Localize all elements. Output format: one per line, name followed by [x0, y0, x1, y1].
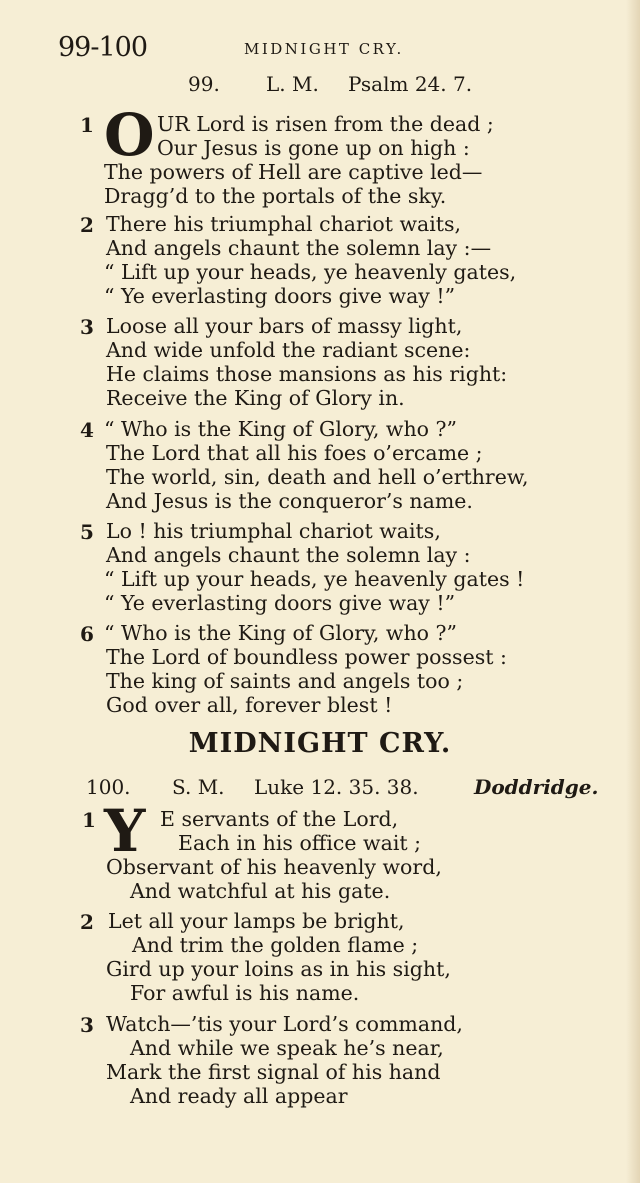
verse-line: The Lord that all his foes o’ercame ;	[106, 441, 483, 465]
verse-number: 1	[82, 808, 96, 832]
verse-line: “ Ye everlasting doors give way !”	[104, 284, 456, 308]
verse-line: E servants of the Lord,	[160, 807, 399, 831]
verse-line: The king of saints and angels too ;	[106, 669, 464, 693]
verse-line: And angels chaunt the solemn lay :	[106, 543, 471, 567]
verse-line: And trim the golden flame ;	[132, 933, 419, 957]
verse-line: God over all, forever blest !	[106, 693, 393, 717]
verse-number: 4	[80, 418, 94, 442]
verse-line: UR Lord is risen from the dead ;	[157, 112, 494, 136]
verse-line: For awful is his name.	[130, 981, 360, 1005]
verse-line: Each in his office wait ;	[178, 831, 422, 855]
verse-line: “ Who is the King of Glory, who ?”	[104, 621, 458, 645]
verse-number: 6	[80, 622, 94, 646]
page-header	[58, 32, 598, 68]
verse-line: Observant of his heavenly word,	[106, 855, 442, 879]
verse-number: 5	[80, 520, 94, 544]
verse-number: 2	[80, 213, 94, 237]
verse-line: He claims those mansions as his right:	[106, 362, 508, 386]
page-edge-shadow	[626, 0, 640, 1183]
hymn-100-heading	[0, 775, 640, 801]
hymn-99-heading	[0, 72, 640, 98]
verse-number: 1	[80, 113, 94, 137]
verse-line: Mark the first signal of his hand	[106, 1060, 441, 1084]
verse-number: 3	[80, 1013, 94, 1037]
verse-line: “ Ye everlasting doors give way !”	[104, 591, 456, 615]
page-number-range: 99-100	[58, 32, 148, 63]
verse-line: Loose all your bars of massy light,	[106, 314, 463, 338]
verse-line: And watchful at his gate.	[130, 879, 391, 903]
running-title: MIDNIGHT CRY.	[244, 40, 404, 58]
verse-number: 2	[80, 910, 94, 934]
verse-line: “ Lift up your heads, ye heavenly gates !	[104, 567, 525, 591]
verse-line: There his triumphal chariot waits,	[106, 212, 462, 236]
verse-line: Receive the King of Glory in.	[106, 386, 405, 410]
hymn-meter: S. M.	[172, 775, 225, 799]
verse-line: And Jesus is the conqueror’s name.	[106, 489, 473, 513]
verse-line: Watch—’tis your Lord’s command,	[106, 1012, 463, 1036]
verse-line: The powers of Hell are captive led—	[104, 160, 483, 184]
verse-line: The world, sin, death and hell o’erthrew,	[106, 465, 529, 489]
verse-line: And ready all appear	[130, 1084, 348, 1108]
verse-line: And wide unfold the radiant scene:	[106, 338, 471, 362]
verse-line: The Lord of boundless power possest :	[106, 645, 507, 669]
section-title: MIDNIGHT CRY.	[188, 728, 452, 759]
verse-line: Dragg’d to the portals of the sky.	[104, 184, 447, 208]
verse-line: “ Lift up your heads, ye heavenly gates,	[104, 260, 517, 284]
verse-number: 3	[80, 315, 94, 339]
hymn-meter: L. M.	[266, 72, 319, 96]
hymn-author: Doddridge.	[474, 775, 599, 799]
verse-line: Lo ! his triumphal chariot waits,	[106, 519, 441, 543]
verse-line: “ Who is the King of Glory, who ?”	[104, 417, 458, 441]
drop-capital: O	[104, 101, 155, 169]
verse-line: And angels chaunt the solemn lay :—	[106, 236, 492, 260]
verse-line: Our Jesus is gone up on high :	[157, 136, 470, 160]
verse-line: Let all your lamps be bright,	[108, 909, 405, 933]
hymn-scripture: Psalm 24. 7.	[348, 72, 473, 96]
hymn-number: 100.	[86, 775, 131, 799]
verse-line: Gird up your loins as in his sight,	[106, 957, 451, 981]
hymn-scripture: Luke 12. 35. 38.	[254, 775, 419, 799]
hymn-number: 99.	[188, 72, 220, 96]
drop-capital: Y	[104, 797, 146, 865]
verse-line: And while we speak he’s near,	[130, 1036, 444, 1060]
